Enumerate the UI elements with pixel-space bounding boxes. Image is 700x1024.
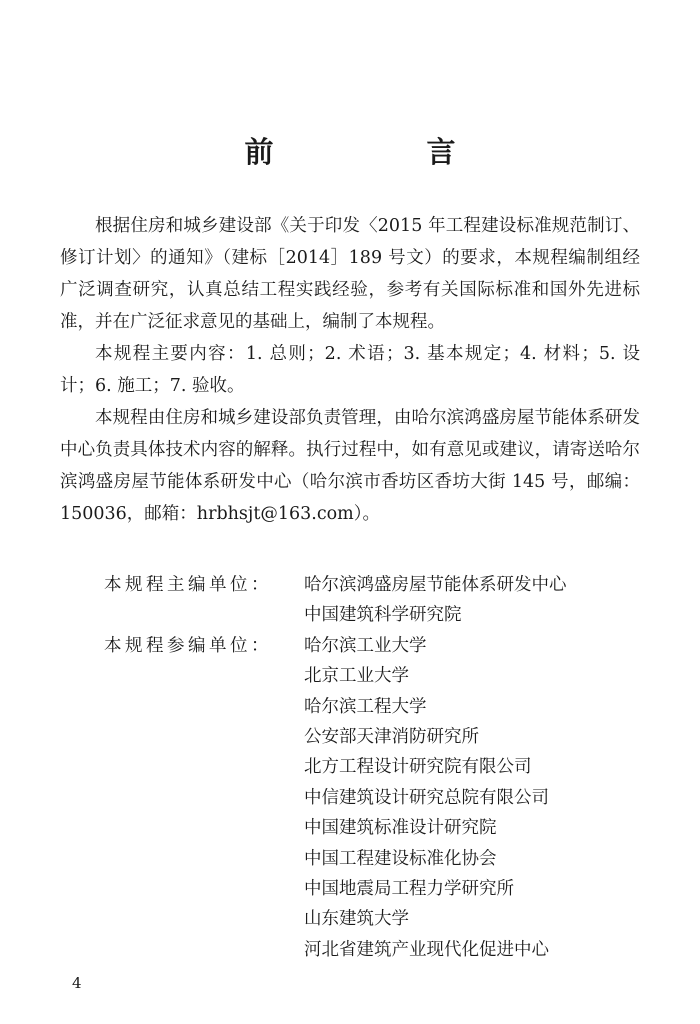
participating-unit: 哈尔滨工业大学: [304, 635, 427, 656]
preface-body: [60, 210, 640, 530]
paragraph-background: 根据住房和城乡建设部《关于印发〈2015 年工程建设标准规范制订、修订计划〉的通知》（建标［2014］189 号文）的要求，本规程编制组经广泛调查研究，认真总结工程实践经验，参考有关国际标准和国外先进标准，并在广泛征求意见的基础上，编制了本规程。: [60, 216, 640, 332]
participating-unit: 中国建筑标准设计研究院: [304, 818, 497, 839]
participating-unit: 中信建筑设计研究总院有限公司: [304, 787, 549, 808]
page-number: 4: [72, 974, 82, 992]
chief-units-names: [304, 570, 567, 631]
participating-unit: 河北省建筑产业现代化促进中心: [304, 939, 549, 960]
participating-unit: 中国工程建设标准化协会: [304, 848, 497, 869]
participating-unit: 哈尔滨工程大学: [304, 696, 427, 717]
paragraph-management: 本规程由住房和城乡建设部负责管理，由哈尔滨鸿盛房屋节能体系研发中心负责具体技术内容的解释。执行过程中，如有意见或建议，请寄送哈尔滨鸿盛房屋节能体系研发中心（哈尔滨市香坊区香坊大街 145 号，邮编：150036，邮箱：hrbhsjt@163.com）。: [60, 408, 640, 524]
chief-units-row: [104, 570, 644, 631]
participating-unit: 公安部天津消防研究所: [304, 727, 479, 748]
participating-unit: 中国地震局工程力学研究所: [304, 879, 514, 900]
page-title: 前 言: [244, 135, 518, 169]
participating-units-label: 本规程参编单位：: [104, 635, 272, 656]
participating-units-row: [104, 631, 644, 965]
participating-unit: 山东建筑大学: [304, 909, 409, 930]
chief-unit: 哈尔滨鸿盛房屋节能体系研发中心: [304, 575, 567, 595]
paragraph-contents: 本规程主要内容：1. 总则；2. 术语；3. 基本规定；4. 材料；5. 设计；6. 施工；7. 验收。: [60, 344, 640, 396]
participating-units-names: [304, 631, 549, 965]
units-list: [104, 570, 644, 965]
chief-unit: 中国建筑科学研究院: [304, 605, 462, 626]
participating-unit: 北方工程设计研究院有限公司: [304, 757, 532, 778]
chief-units-label: 本规程主编单位：: [104, 575, 272, 595]
participating-unit: 北京工业大学: [304, 666, 409, 687]
